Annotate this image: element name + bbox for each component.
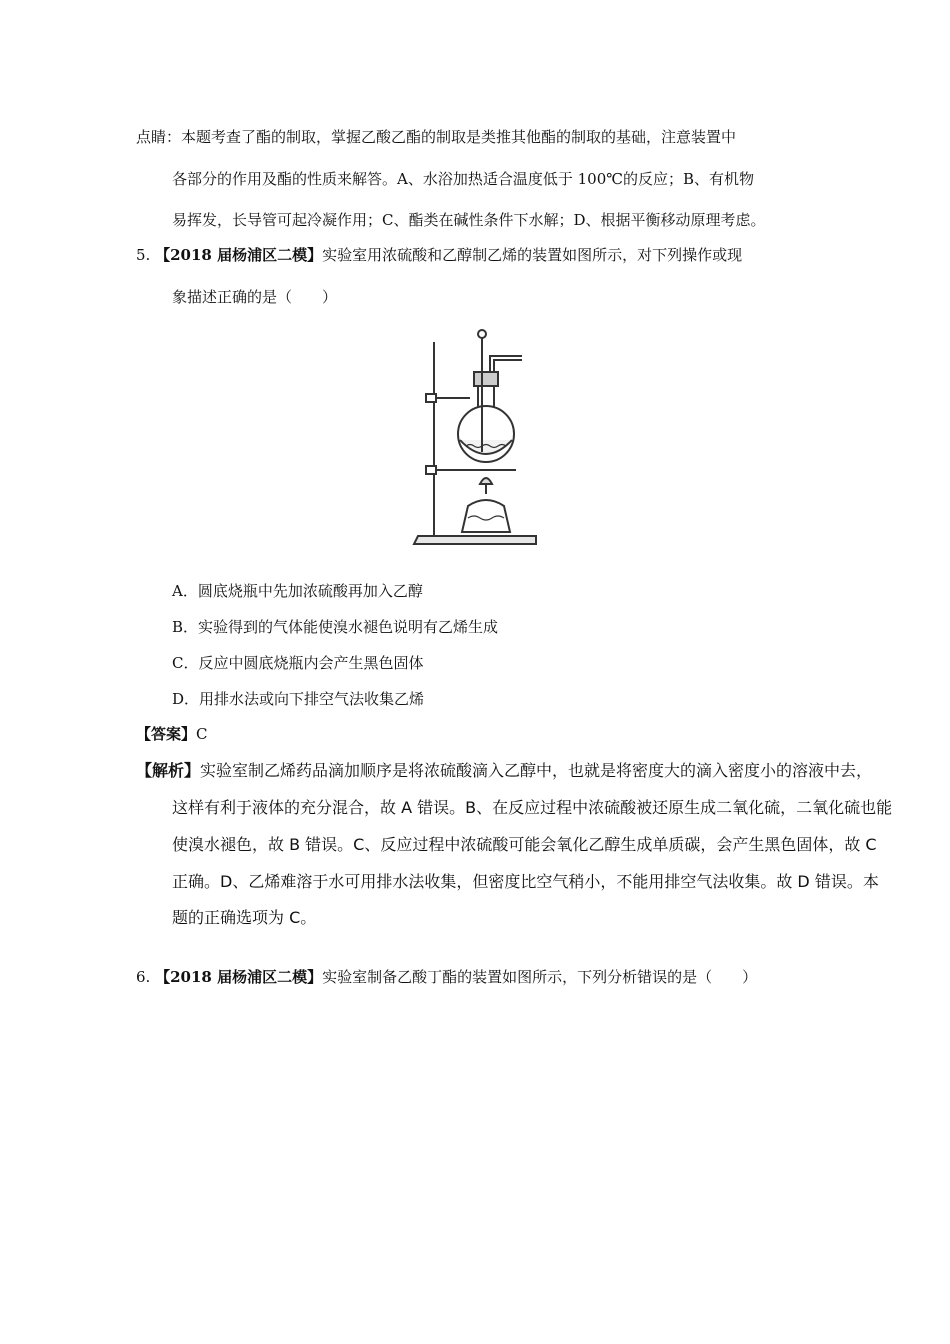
analysis-line-2: 这样有利于液体的充分混合，故 A 错误。B、在反应过程中浓硫酸被还原生成二氧化硫，二氧化硫也能 (172, 798, 893, 817)
question-number: 6. (136, 968, 151, 986)
question-stem: 实验室制备乙酸丁酯的装置如图所示，下列分析错误的是（ ） (322, 968, 758, 986)
option-c: C．反应中圆底烧瓶内会产生黑色固体 (172, 654, 424, 672)
question-source: 【2018 届杨浦区二模】 (155, 968, 323, 986)
answer-label: 【答案】 (136, 725, 197, 743)
option-d: D．用排水法或向下排空气法收集乙烯 (172, 690, 425, 708)
analysis-line-4: 正确。D、乙烯难溶于水可用排水法收集，但密度比空气稍小，不能用排空气法收集。故 D 错误。本 (172, 872, 879, 891)
analysis-text: 实验室制乙烯药品滴加顺序是将浓硫酸滴入乙醇中，也就是将密度大的滴入密度小的溶液中去， (200, 761, 873, 780)
question-source: 【2018 届杨浦区二模】 (155, 246, 323, 264)
question-5-stem-line-1 (136, 244, 742, 266)
option-b: B．实验得到的气体能使溴水褪色说明有乙烯生成 (172, 618, 499, 636)
ethylene-apparatus-figure (410, 322, 540, 552)
analysis-line-5: 题的正确选项为 C。 (172, 908, 317, 927)
note-line-3: 易挥发，长导管可起冷凝作用；C、酯类在碱性条件下水解；D、根据平衡移动原理考虑。 (172, 211, 766, 229)
note-line-1: 点睛：本题考查了酯的制取，掌握乙酸乙酯的制取是类推其他酯的制取的基础，注意装置中 (136, 128, 737, 146)
option-a: A．圆底烧瓶中先加浓硫酸再加入乙醇 (172, 582, 423, 600)
analysis-line-1 (136, 760, 872, 782)
analysis-line-3: 使溴水褪色，故 B 错误。C、反应过程中浓硫酸可能会氧化乙醇生成单质碳，会产生黑色固体，故 C (172, 835, 877, 854)
question-6-stem (136, 966, 757, 988)
question-number: 5. (136, 246, 151, 264)
answer-line (136, 723, 208, 745)
question-5-stem-line-2: 象描述正确的是（ ） (172, 288, 338, 306)
note-line-2: 各部分的作用及酯的性质来解答。A、水浴加热适合温度低于 100℃的反应；B、有机物 (172, 170, 755, 188)
analysis-label: 【解析】 (136, 761, 201, 780)
question-stem: 实验室用浓硫酸和乙醇制乙烯的装置如图所示，对下列操作或现 (322, 246, 743, 264)
answer-value: C (196, 725, 208, 743)
